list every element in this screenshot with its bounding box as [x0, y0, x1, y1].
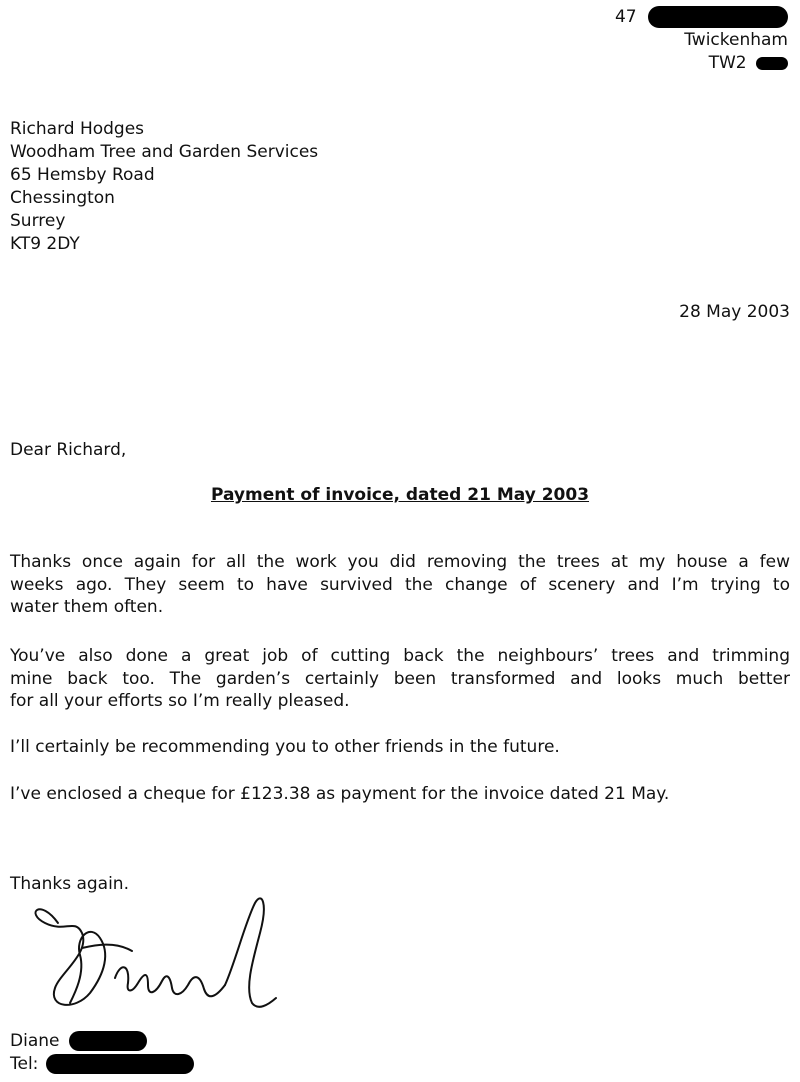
sender-address-line-3 — [615, 52, 788, 75]
paragraph-payment: I’ve enclosed a cheque for £123.38 as payment for the invoice dated 21 May. — [10, 784, 670, 804]
paragraph-line: water them often. — [10, 597, 164, 617]
sender-address — [615, 6, 788, 75]
signoff-telephone — [10, 1054, 194, 1074]
sender-house-number: 47 — [614, 7, 637, 27]
paragraph-line: You’ve also done a great job of cutting back the neighbours’ trees and trimming — [10, 646, 790, 666]
salutation: Dear Richard, — [10, 440, 127, 460]
signature — [20, 893, 280, 1028]
closing: Thanks again. — [10, 874, 129, 894]
recipient-town: Chessington — [10, 188, 115, 208]
redaction-street — [648, 6, 788, 28]
sender-address-line-1 — [615, 6, 788, 29]
recipient-company: Woodham Tree and Garden Services — [10, 142, 319, 162]
paragraph-line: weeks ago. They seem to have survived the change of scenery and I’m trying to — [10, 574, 790, 595]
recipient-street: 65 Hemsby Road — [10, 165, 155, 185]
redaction-postcode — [756, 57, 788, 70]
redaction-telephone — [46, 1054, 194, 1074]
tel-label: Tel: — [10, 1054, 39, 1074]
paragraph-line: for all your efforts so I’m really pleased. — [10, 691, 350, 711]
letter-date: 28 May 2003 — [679, 302, 790, 322]
paragraph-recommend: I’ll certainly be recommending you to other friends in the future. — [10, 737, 560, 757]
recipient-address — [10, 118, 318, 256]
recipient-county: Surrey — [10, 211, 66, 231]
redaction-surname — [69, 1031, 147, 1051]
recipient-name: Richard Hodges — [10, 119, 145, 139]
recipient-postcode: KT9 2DY — [10, 234, 80, 254]
paragraph-garden — [10, 645, 790, 713]
signoff-name — [10, 1031, 147, 1051]
paragraph-line: mine back too. The garden’s certainly been transformed and looks much better — [10, 668, 790, 689]
paragraph-thanks — [10, 551, 790, 619]
paragraph-line: Thanks once again for all the work you did removing the trees at my house a few — [10, 552, 790, 572]
sender-postcode: TW2 — [708, 53, 747, 73]
letter-subject: Payment of invoice, dated 21 May 2003 — [210, 485, 590, 505]
sender-town: Twickenham — [684, 30, 788, 50]
signoff-first-name: Diane — [10, 1031, 60, 1051]
